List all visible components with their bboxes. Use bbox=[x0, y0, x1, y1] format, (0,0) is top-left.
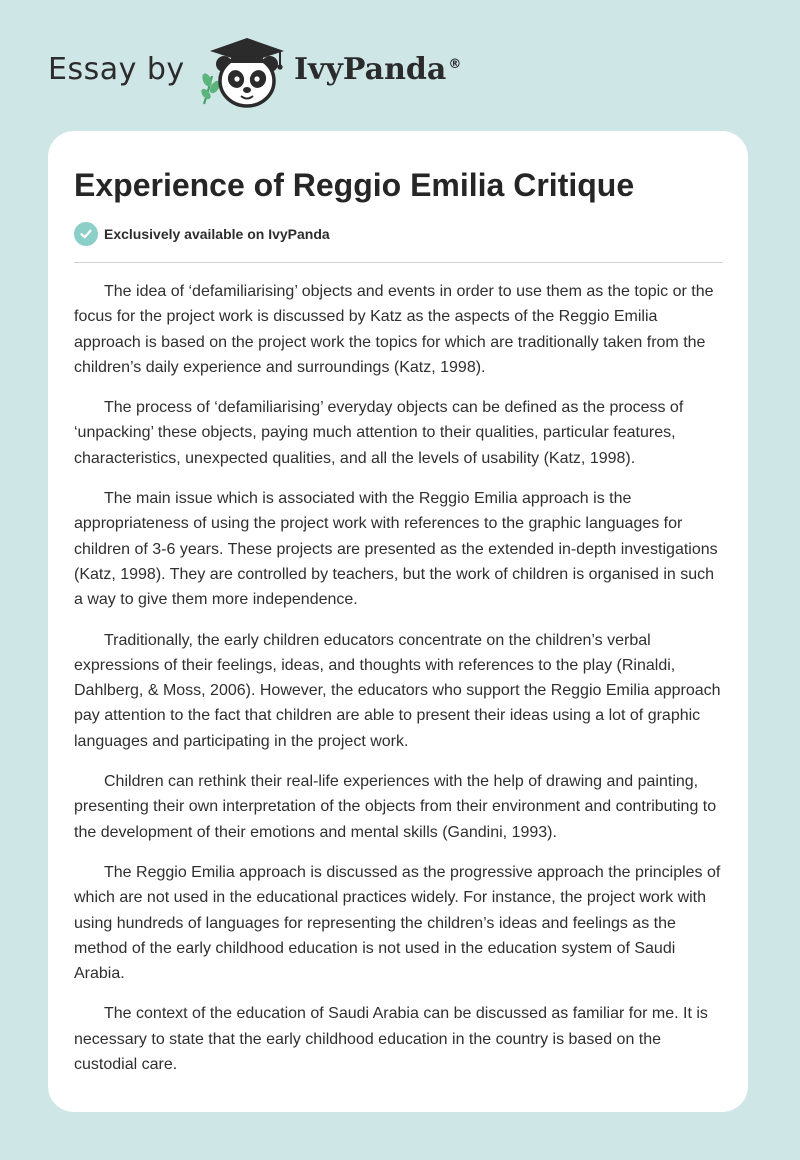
brand-prefix: Essay by bbox=[48, 52, 185, 87]
title-divider bbox=[74, 262, 723, 263]
paragraph: The main issue which is associated with the Reggio Emilia approach is the appropriateness of using the project work with references to the graphic languages for children of 3-6 years. These projects are presented as the extended in-depth investigations (Katz, 1998). They are controlled by teachers, but the work of children is organised in such a way to give them more independence. bbox=[74, 490, 718, 609]
paragraph: Children can rethink their real-life experiences with the help of drawing and painting, presenting their own interpretation of the objects from their environment and contributing to the development of their emotions and mental skills (Gandini, 1993). bbox=[74, 773, 717, 841]
essay-card bbox=[48, 131, 748, 1112]
brand-name-text: IvyPanda bbox=[294, 52, 447, 87]
paragraph: The process of ‘defamiliarising’ everyday objects can be defined as the process of ‘unpacking’ these objects, paying much attention to their qualities, particular features, characteristics, unexpected qualities, and all the levels of usability (Katz, 1998). bbox=[74, 399, 684, 467]
brand-header bbox=[48, 34, 468, 108]
paragraph: The idea of ‘defamiliarising’ objects and events in order to use them as the topic or the focus for the project work is discussed by Katz as the aspects of the Reggio Emilia approach is based on the project work the topics for which are traditionally taken from the children’s daily experience and surroundings (Katz, 1998). bbox=[74, 283, 714, 376]
paragraph: The Reggio Emilia approach is discussed as the progressive approach the principles of which are not used in the educational practices widely. For instance, the project work with using hundreds of languages for representing the children’s ideas and feelings as the method of the early childhood education is not used in the education system of Saudi Arabia. bbox=[74, 863, 721, 983]
essay-title: Experience of Reggio Emilia Critique bbox=[74, 167, 635, 203]
exclusive-badge-label: Exclusively available on IvyPanda bbox=[104, 226, 330, 242]
check-icon bbox=[74, 222, 98, 246]
panda-logo-icon[interactable] bbox=[200, 34, 290, 108]
registered-mark: ® bbox=[448, 57, 462, 72]
essay-body bbox=[74, 279, 726, 1092]
paragraph: Traditionally, the early children educators concentrate on the children’s verbal expressions of their feelings, ideas, and thoughts with references to the play (Rinaldi, Dahlberg, & Moss, 2006). However, the educators who support the Reggio Emilia approach pay attention to the fact that children are able to present their ideas using a lot of graphic languages and participating in the project work. bbox=[74, 631, 721, 750]
exclusive-badge bbox=[74, 222, 330, 246]
brand-name[interactable] bbox=[294, 52, 461, 87]
paragraph: The context of the education of Saudi Arabia can be discussed as familiar for me. It is necessary to state that the early childhood education in the country is based on the custodial care. bbox=[74, 1005, 708, 1074]
